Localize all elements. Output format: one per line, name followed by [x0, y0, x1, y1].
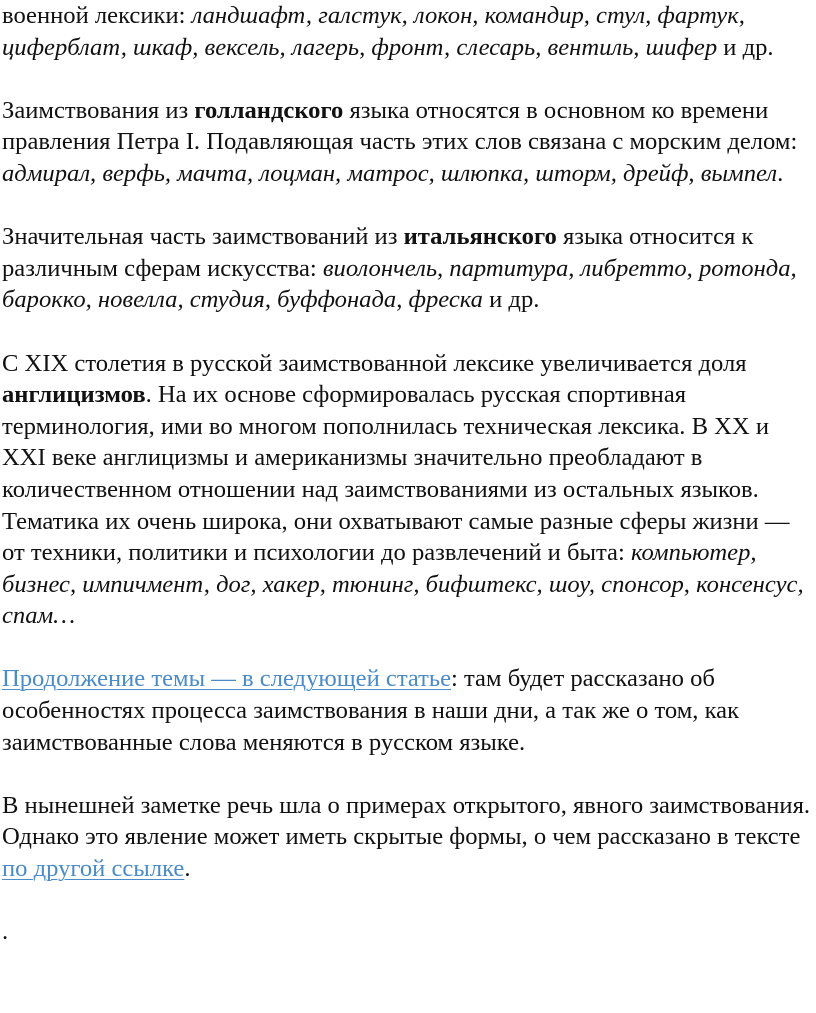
paragraph-continuation	[2, 663, 814, 758]
p5-after: : там будет рассказано об особенностях процесса заимствования в наши дни, а так же о том, как заимствованные слова меняются в русском языке.	[2, 665, 740, 756]
p1-tail: и др.	[717, 33, 774, 61]
p4-after: . На их основе сформировалась русская спортивная терминология, ими во многом пополнилась техническая лексика. В XX и XXI веке англицизмы и американизмы значительно преобладают в количественном отношении над заимствованиями из остальных языков. Тематика их очень широка, они охватывают самые разные сферы жизни — от техники, политики и психологии до развлечений и быта:	[2, 381, 790, 567]
p1-word-list: ландшафт, галстук, локон, командир, стул, фартук, циферблат, шкаф, вексель, лагерь, фронт, слесарь, вентиль, шифер	[2, 2, 745, 61]
p3-before: Значительная часть заимствований из	[2, 223, 404, 251]
p3-word-list: виолончель, партитура, либретто, ротонда, барокко, новелла, студия, буффонада, фреска	[2, 254, 797, 314]
other-link[interactable]: по другой ссылке	[2, 855, 185, 883]
p1-lead: военной лексики:	[2, 2, 192, 29]
paragraph-english	[2, 348, 814, 632]
p3-tail: и др.	[482, 286, 540, 314]
paragraph-dutch	[2, 95, 814, 190]
p2-after: языка относятся в основном ко времени правления Петра I. Подавляющая часть этих слов связана с морским делом:	[2, 96, 798, 156]
p3-after: языка относится к различным сферам искусства:	[2, 223, 754, 282]
p2-before: Заимствования из	[2, 96, 195, 124]
p4-before: С XIX столетия в русской заимствованной лексике увеличивается доля	[2, 349, 747, 377]
p4-word-list: компьютер, бизнес, импичмент, дог, хакер, тюнинг, бифштекс, шоу, спонсор, консенсус, спам…	[2, 539, 804, 630]
paragraph-dutch-prev	[2, 0, 814, 63]
p6-tail: .	[184, 855, 191, 883]
document-body	[2, 0, 814, 948]
p6-before: В нынешней заметке речь шла о примерах открытого, явного заимствования. Однако это явление может иметь скрытые формы, о чем рассказано в тексте	[2, 791, 811, 851]
next-article-link[interactable]: Продолжение темы — в следующей статье	[2, 665, 452, 693]
p2-word-list: адмирал, верфь, мачта, лоцман, матрос, шлюпка, шторм, дрейф, вымпел	[2, 159, 778, 187]
footer-dot: .	[2, 918, 9, 946]
p2-tail: .	[777, 159, 784, 187]
paragraph-hidden-borrowing	[2, 790, 814, 885]
p3-bold-term: итальянского	[403, 223, 557, 251]
paragraph-italian	[2, 221, 814, 316]
p2-bold-term: голландского	[194, 96, 344, 124]
p4-bold-term: англицизмов	[2, 381, 146, 409]
